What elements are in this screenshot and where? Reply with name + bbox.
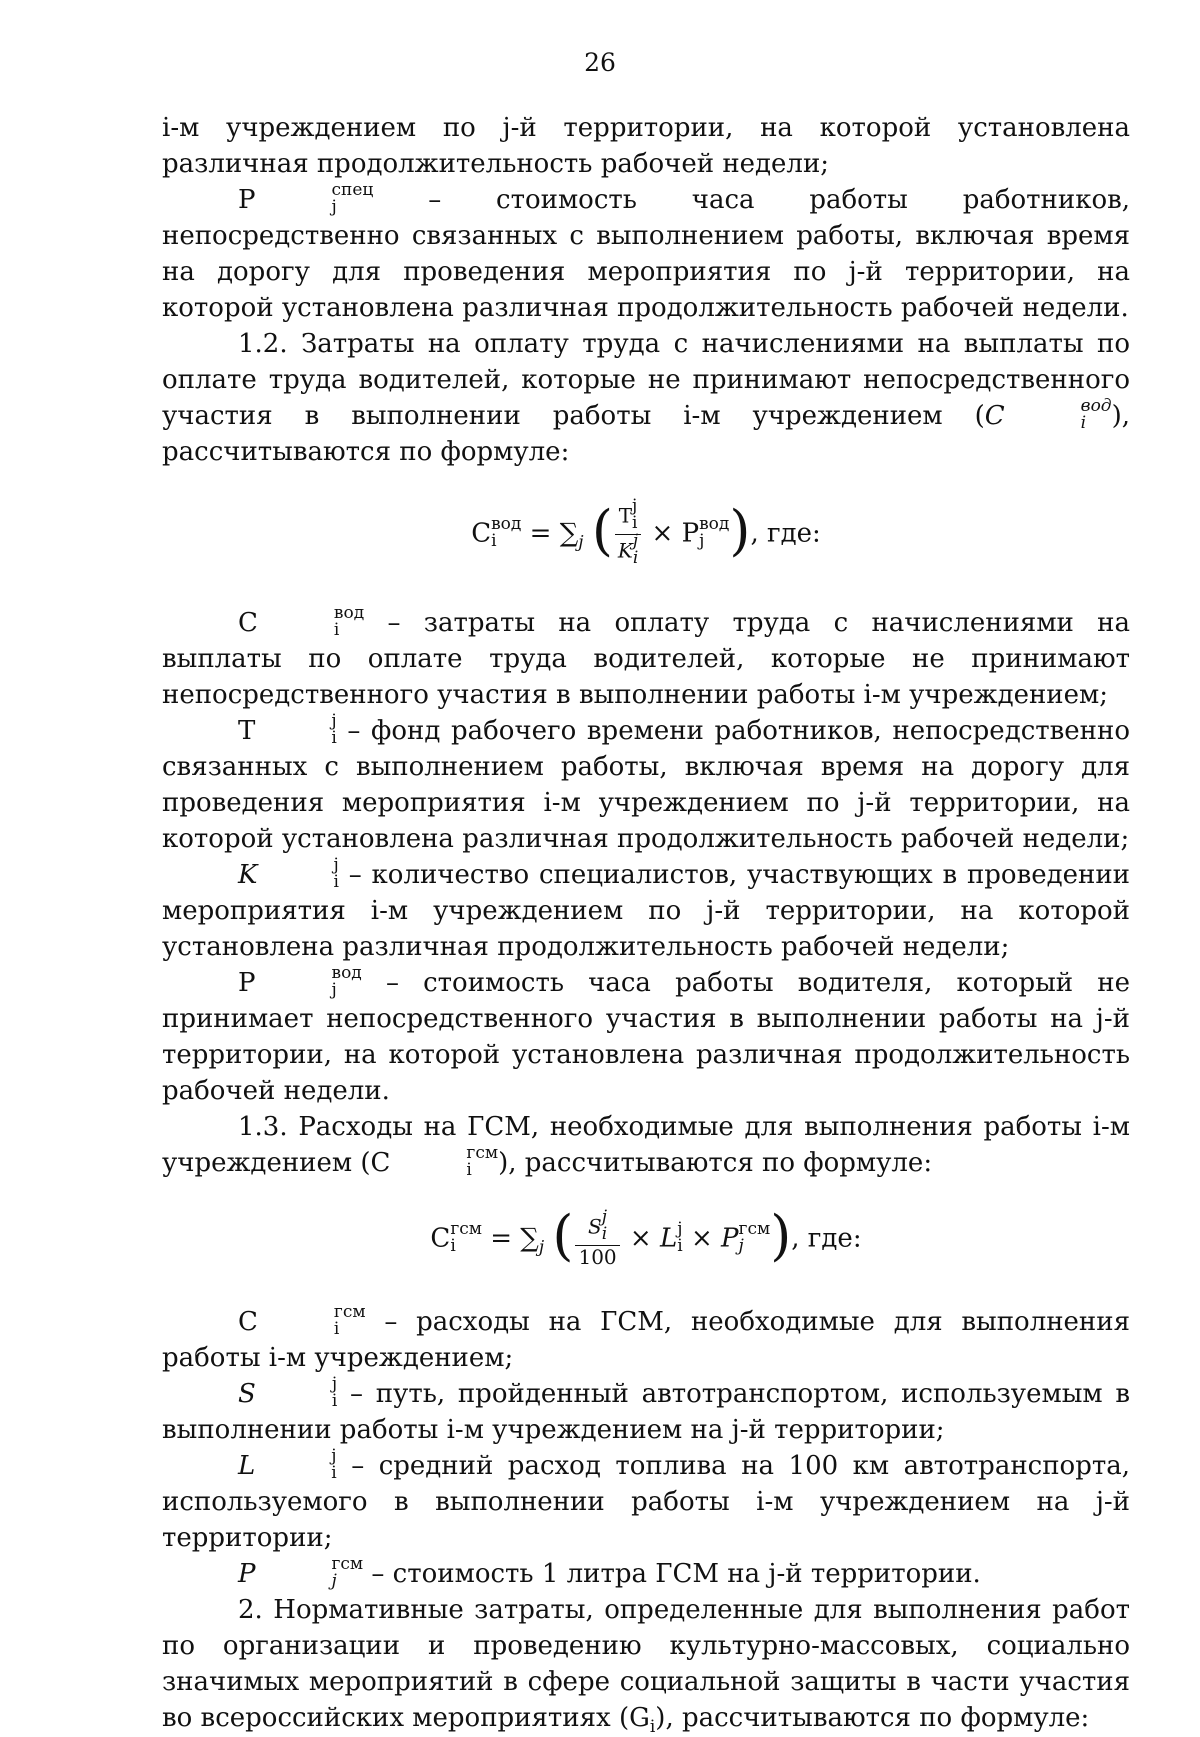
definition-s: S j i – путь, пройденный автотранспортом, используемым в выполнении работы i-м учреждением на j-й территории;	[162, 1374, 1130, 1445]
section-1-2-paragraph: 1.2. Затраты на оплату труда с начислениями на выплаты по оплате труда водителей, которые не принимают непосредственного участия в выполнении работы i-м учреждением (C вод i ), рассчитываются по формуле:	[162, 329, 1130, 467]
definition-p-gsm: P гсм j – стоимость 1 литра ГСМ на j-й территории.	[238, 1554, 981, 1591]
definition-c-gsm: C гсм i – расходы на ГСМ, необходимые для выполнения работы i-м учреждением;	[162, 1302, 1130, 1373]
page-body	[162, 110, 1130, 1736]
page-number: 26	[584, 48, 616, 77]
fraction-t-over-k: T j i K j i	[615, 500, 641, 569]
section-1-3-paragraph: 1.3. Расходы на ГСМ, необходимые для выполнения работы i-м учреждением (C гсм i ), рассчитываются по формуле:	[162, 1112, 1130, 1180]
formula-driver-cost: C вод i = $\sum_j$ ( T j i K j i × P вод j ), где:	[471, 496, 821, 568]
symbol-p-spec: P спец j	[238, 180, 374, 217]
definition-t: T j i – фонд рабочего времени работников, непосредственно связанных с выполнением работы, включая время на дорогу для проведения мероприятия i-м учреждением по j-й территории, на которой установлена различная продолжительность рабочей недели;	[162, 711, 1130, 854]
fraction-s-over-100: S j i 100	[575, 1211, 619, 1268]
paragraph-continuation: i-м учреждением по j-й территории, на которой установлена различная продолжительность рабочей недели;	[162, 113, 1130, 179]
definition-p-spec: P спец j – стоимость часа работы работников, непосредственно связанных с выполнением работы, включая время на дорогу для проведения мероприятия по j-й территории, на которой установлена различная продолжительность рабочей недели.	[162, 180, 1130, 323]
section-2-paragraph: 2. Нормативные затраты, определенные для выполнения работ по организации и проведению культурно-массовых, социально значимых мероприятий в сфере социальной защиты в части участия во всероссийских мероприятиях $(G_i)$, рассчитываются по формуле:	[162, 1595, 1130, 1737]
definition-p-vod: P вод j – стоимость часа работы водителя, который не принимает непосредственного участия в выполнении работы на j-й территории, на которой установлена различная продолжительность рабочей недели.	[162, 963, 1130, 1106]
symbol-c-vod: C вод i	[984, 396, 1112, 433]
formula-fuel-cost: C гсм i = $\sum_j$ ( S j i 100 × L j i × P гсм j ), где:	[430, 1203, 862, 1269]
definition-c-vod: C вод i – затраты на оплату труда с начислениями на выплаты по оплате труда водителей, которые не принимают непосредственного участия в выполнении работы i-м учреждением;	[162, 603, 1130, 710]
definition-l: L j i – средний расход топлива на 100 км автотранспорта, используемого в выполнении работы i-м учреждением на j-й территории;	[162, 1446, 1130, 1553]
definition-k: K j i – количество специалистов, участвующих в проведении мероприятия i-м учреждением по j-й территории, на которой установлена различная продолжительность рабочей недели;	[162, 855, 1130, 962]
